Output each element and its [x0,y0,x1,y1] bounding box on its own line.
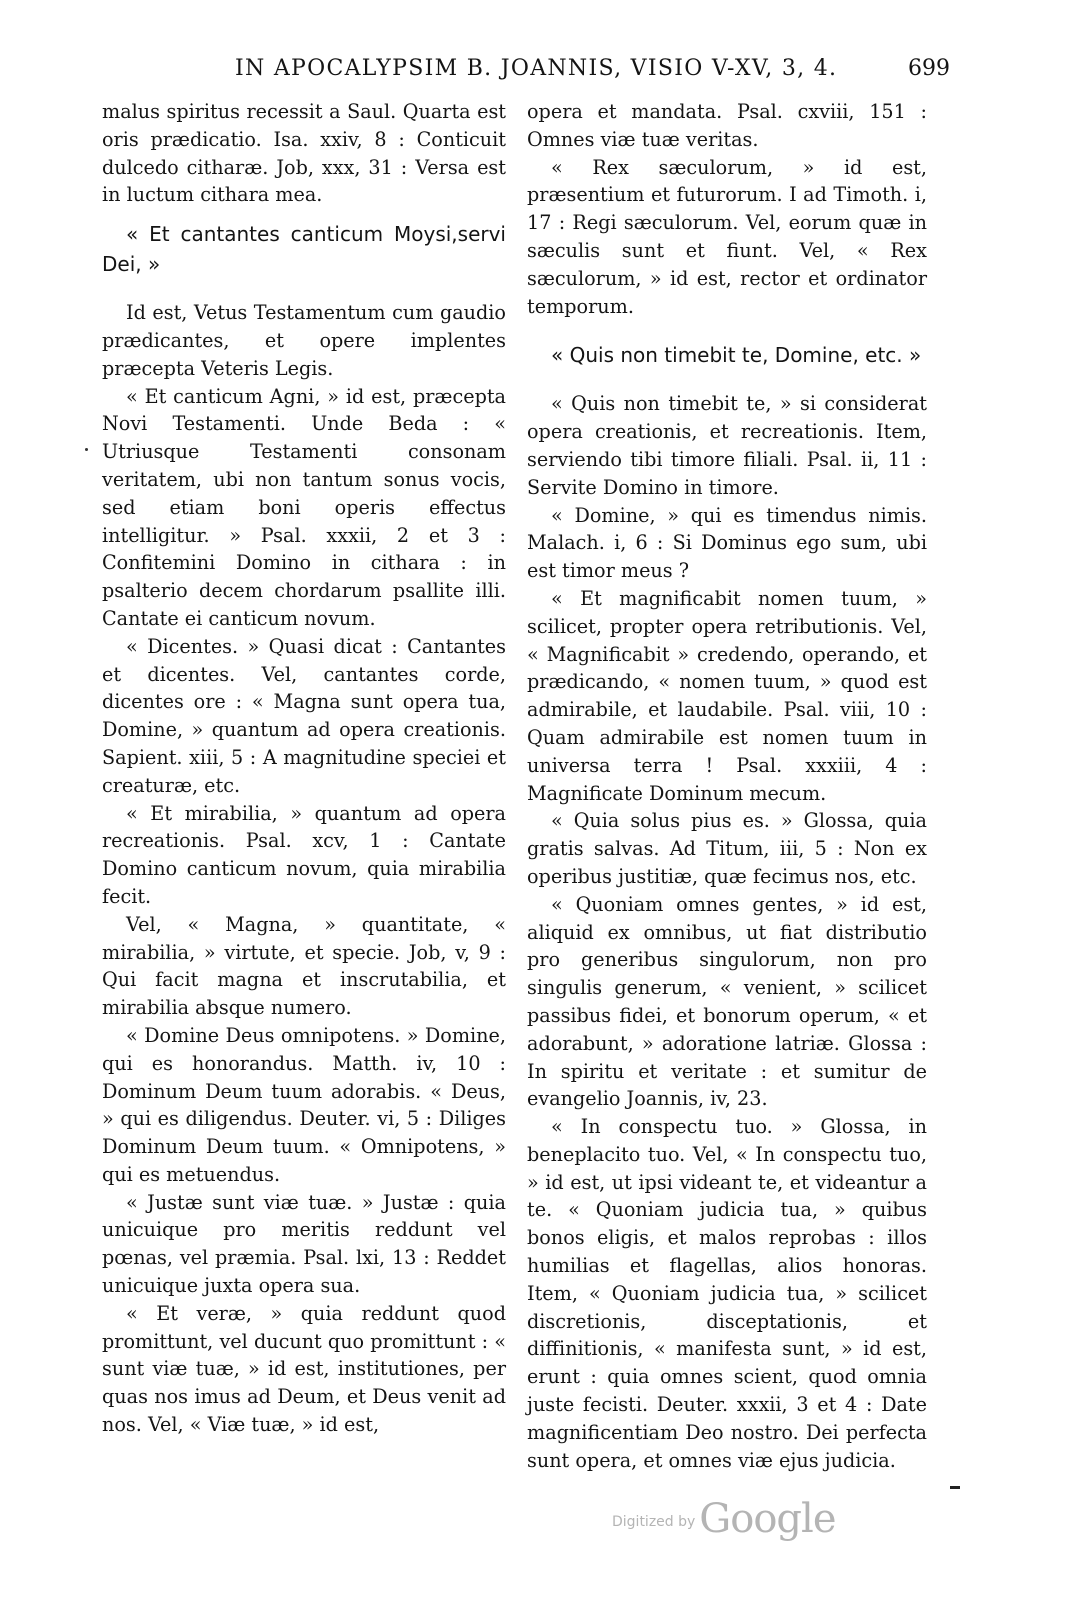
paragraph: « Quia solus pius es. » Glossa, quia gratis salvas. Ad Titum, iii, 5 : Non ex operibus justitiæ, quæ fecimus nos, etc. [527,809,927,888]
paragraph: malus spiritus recessit a Saul. Quarta est oris prædicatio. Isa. xxiv, 8 : Conticuit dulcedo citharæ. Job, xxx, 31 : Versa est in luctum cithara mea. [102,100,506,207]
paragraph: « In conspectu tuo. » Glossa, in beneplacito tuo. Vel, « In conspectu tuo, » id est, ut ipsi videant te, et videantur a te. « Quoniam judicia tua, » quibus bonos eligis, et malos reprobas : illos humilias et flagellas, alios honoras. Item, « Quoniam judicia tua, » scilicet discretionis, disceptationis, et diffinitionis, « manifesta sunt, » id est, erunt : quia omnes scient, quod omnia juste fecisti. Deuter. xxxii, 3 et 4 : Date magnificentiam Deo nostro. Dei perfecta sunt opera, et omnes viæ ejus judicia. [527,1115,927,1472]
right-column [527,98,927,1474]
paragraph: Vel, « Magna, » quantitate, « mirabilia, » virtute, et specie. Job, v, 9 : Qui facit magna et inscrutabilia, et mirabilia absque numero. [102,912,506,1020]
running-head [100,56,950,88]
print-speck [85,448,88,451]
lemma-heading: « Et cantantes canticum Moysi,servi Dei, » [102,222,506,277]
running-title: IN APOCALYPSIM B. JOANNIS, VISIO V-XV, 3, 4. [235,56,838,81]
paragraph: « Rex sæculorum, » id est, præsentium et futurorum. I ad Timoth. i, 17 : Regi sæculorum. Vel, eorum quæ in sæculis sunt et fiunt. Vel, « Rex sæculorum, » id est, rector et ordinator temporum. [527,155,927,318]
digitized-by-label: Digitized by [612,1514,696,1530]
paragraph: opera et mandata. Psal. cxviii, 151 : Omnes viæ tuæ veritas. [527,100,927,151]
paragraph: « Dicentes. » Quasi dicat : Cantantes et dicentes. Vel, cantantes corde, dicentes ore : « Magna sunt opera tua, Domine, » quantum ad opera creationis. Sapient. xiii, 5 : A magnitudine speciei et creaturæ, etc. [102,634,506,797]
paragraph: « Domine Deus omnipotens. » Domine, qui es honorandus. Matth. iv, 10 : Dominum Deum tuum adorabis. « Deus, » qui es diligendus. Deuter. vi, 5 : Diliges Dominum Deum tuum. « Omnipotens, » qui es metuendus. [102,1023,506,1186]
paragraph: « Quoniam omnes gentes, » id est, aliquid ex omnibus, ut fiat distributio pro generibus singulorum, non pro singulis generum, « venient, » scilicet passibus fidei, et bonorum operum, « et adorabunt, » adoratione latriæ. Glossa : In spiritu et veritate : et sumitur de evangelio Joannis, iv, 23. [527,892,927,1111]
paragraph: « Et veræ, » quia reddunt quod promittunt, vel ducunt quo promittunt : « sunt viæ tuæ, » id est, institutiones, per quas nos imus ad Deum, et Deus venit ad nos. Vel, « Viæ tuæ, » id est, [102,1301,506,1437]
paragraph: « Domine, » qui es timendus nimis. Malach. i, 6 : Si Dominus ego sum, ubi est timor meus ? [527,503,927,583]
paragraph: « Et canticum Agni, » id est, præcepta Novi Testamenti. Unde Beda : « Utriusque Testamenti consonam veritatem, ubi non tantum sonus vocis, sed etiam boni operis effectus intelligitur. » Psal. xxxii, 2 et 3 : Confitemini Domino in cithara : in psalterio decem chordarum psallite illi. Cantate ei canticum novum. [102,384,506,630]
paragraph: « Et mirabilia, » quantum ad opera recreationis. Psal. xcv, 1 : Cantate Domino canticum novum, quia mirabilia fecit. [102,801,506,908]
digitized-watermark [612,1496,835,1556]
google-logo: Google [699,1496,836,1542]
left-column [102,98,506,1439]
paragraph: « Quis non timebit te, » si considerat opera creationis, et recreationis. Item, serviendo tibi timore filiali. Psal. ii, 11 : Servite Domino in timore. [527,392,927,499]
paragraph: Id est, Vetus Testamentum cum gaudio prædicantes, et opere implentes præcepta Veteris Legis. [102,301,506,380]
paragraph: « Et magnificabit nomen tuum, » scilicet, propter opera retributionis. Vel, « Magnificabit » credendo, operando, et prædicando, « nomen tuum, » quod est admirabile, et laudabile. Psal. viii, 10 : Quam admirabile est nomen tuum in universa terra ! Psal. xxxiii, 4 : Magnificate Dominum mecum. [527,586,927,805]
lemma-heading: « Quis non timebit te, Domine, etc. » [551,343,922,368]
page-number: 699 [908,56,950,81]
print-dash [950,1486,960,1489]
paragraph: « Justæ sunt viæ tuæ. » Justæ : quia unicuique pro meritis reddunt vel pœnas, vel præmia. Psal. lxi, 13 : Reddet unicuique juxta opera sua. [102,1190,506,1298]
